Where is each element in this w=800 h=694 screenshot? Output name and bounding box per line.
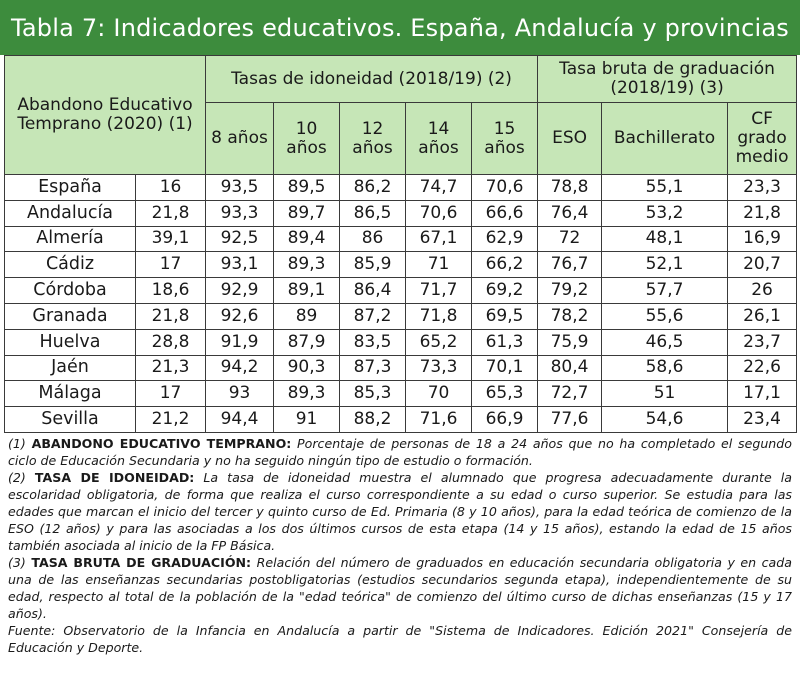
- value-cell: 71,6: [406, 407, 472, 433]
- value-cell: 89,5: [274, 175, 340, 201]
- value-cell: 89,1: [274, 278, 340, 304]
- note-2-text: La tasa de idoneidad muestra el alumnado que progresa adecuadamente durante la escolaridad obligatoria, de forma que realiza el curso correspondiente a su edad o curso superior. Se estudia para las edades que marcan el inicio del tercer y quinto curso de Ed. Primaria (8 y 10 años), para la edad teórica de comienzo de la ESO (12 años) y para las asociadas a los dos últimos cursos de esta etapa (14 y 15 años), estando la edad de 15 años también asociada al inicio de la FP Básica.: [8, 470, 792, 553]
- value-cell: 89,7: [274, 200, 340, 226]
- value-cell: 75,9: [538, 329, 602, 355]
- note-3: [8, 554, 792, 622]
- value-cell: 72: [538, 226, 602, 252]
- value-cell: 76,4: [538, 200, 602, 226]
- value-cell: 66,9: [472, 407, 538, 433]
- value-cell: 87,9: [274, 329, 340, 355]
- note-1-prefix: (1): [8, 436, 26, 451]
- value-cell: 17,1: [728, 381, 797, 407]
- value-cell: 58,6: [602, 355, 728, 381]
- value-cell: 62,9: [472, 226, 538, 252]
- value-cell: 28,8: [136, 329, 206, 355]
- value-cell: 85,3: [340, 381, 406, 407]
- province-cell: Andalucía: [5, 200, 136, 226]
- value-cell: 85,9: [340, 252, 406, 278]
- value-cell: 67,1: [406, 226, 472, 252]
- header-eso: ESO: [538, 103, 602, 175]
- value-cell: 94,4: [206, 407, 274, 433]
- value-cell: 89,3: [274, 252, 340, 278]
- table-row: [5, 252, 797, 278]
- value-cell: 54,6: [602, 407, 728, 433]
- header-abandono: Abandono Educativo Temprano (2020) (1): [5, 56, 206, 175]
- province-cell: Huelva: [5, 329, 136, 355]
- table-row: [5, 303, 797, 329]
- header-cf-grado-medio: CF grado medio: [728, 103, 797, 175]
- value-cell: 77,6: [538, 407, 602, 433]
- province-cell: Córdoba: [5, 278, 136, 304]
- value-cell: 21,2: [136, 407, 206, 433]
- header-idoneidad: Tasas de idoneidad (2018/19) (2): [206, 56, 538, 103]
- value-cell: 90,3: [274, 355, 340, 381]
- note-3-prefix: (3): [8, 555, 26, 570]
- value-cell: 21,8: [136, 303, 206, 329]
- value-cell: 22,6: [728, 355, 797, 381]
- province-cell: España: [5, 175, 136, 201]
- value-cell: 48,1: [602, 226, 728, 252]
- value-cell: 26,1: [728, 303, 797, 329]
- province-cell: Málaga: [5, 381, 136, 407]
- value-cell: 70,6: [472, 175, 538, 201]
- note-2-term: TASA DE IDONEIDAD:: [34, 470, 195, 485]
- header-graduacion: Tasa bruta de graduación (2018/19) (3): [538, 56, 797, 103]
- value-cell: 93,3: [206, 200, 274, 226]
- value-cell: 72,7: [538, 381, 602, 407]
- value-cell: 16: [136, 175, 206, 201]
- value-cell: 66,2: [472, 252, 538, 278]
- value-cell: 89,3: [274, 381, 340, 407]
- note-3-text: Relación del número de graduados en educación secundaria obligatoria y en cada una de las enseñanzas secundarias postobligatorias (estudios secundarios segunda etapa), independientemente de su edad, respecto al total de la población de la "edad teórica" de comienzo del último curso de dichas enseñanzas (15 y 17 años).: [8, 555, 792, 621]
- value-cell: 18,6: [136, 278, 206, 304]
- header-12-anos: 12 años: [340, 103, 406, 175]
- table-header: [5, 56, 797, 175]
- table-row: [5, 226, 797, 252]
- value-cell: 57,7: [602, 278, 728, 304]
- value-cell: 87,3: [340, 355, 406, 381]
- value-cell: 52,1: [602, 252, 728, 278]
- value-cell: 86,4: [340, 278, 406, 304]
- value-cell: 21,8: [136, 200, 206, 226]
- value-cell: 92,9: [206, 278, 274, 304]
- note-2-prefix: (2): [8, 470, 26, 485]
- value-cell: 93,1: [206, 252, 274, 278]
- value-cell: 65,2: [406, 329, 472, 355]
- table-row: [5, 407, 797, 433]
- indicators-table: [4, 55, 797, 433]
- value-cell: 46,5: [602, 329, 728, 355]
- value-cell: 71: [406, 252, 472, 278]
- value-cell: 66,6: [472, 200, 538, 226]
- table-body: [5, 175, 797, 433]
- value-cell: 65,3: [472, 381, 538, 407]
- note-3-term: TASA BRUTA DE GRADUACIÓN:: [31, 555, 252, 570]
- value-cell: 73,3: [406, 355, 472, 381]
- value-cell: 79,2: [538, 278, 602, 304]
- value-cell: 80,4: [538, 355, 602, 381]
- province-cell: Granada: [5, 303, 136, 329]
- value-cell: 78,8: [538, 175, 602, 201]
- table-title: Tabla 7: Indicadores educativos. España, Andalucía y provincias: [0, 0, 800, 55]
- value-cell: 17: [136, 381, 206, 407]
- value-cell: 93: [206, 381, 274, 407]
- note-1: [8, 435, 792, 469]
- table-row: [5, 381, 797, 407]
- value-cell: 71,7: [406, 278, 472, 304]
- value-cell: 53,2: [602, 200, 728, 226]
- header-10-anos: 10 años: [274, 103, 340, 175]
- value-cell: 86,5: [340, 200, 406, 226]
- value-cell: 74,7: [406, 175, 472, 201]
- value-cell: 93,5: [206, 175, 274, 201]
- header-14-anos: 14 años: [406, 103, 472, 175]
- value-cell: 87,2: [340, 303, 406, 329]
- province-cell: Cádiz: [5, 252, 136, 278]
- value-cell: 94,2: [206, 355, 274, 381]
- header-15-anos: 15 años: [472, 103, 538, 175]
- value-cell: 69,2: [472, 278, 538, 304]
- value-cell: 76,7: [538, 252, 602, 278]
- value-cell: 51: [602, 381, 728, 407]
- footnotes: [8, 435, 792, 656]
- note-1-text: Porcentaje de personas de 18 a 24 años que no ha completado el segundo ciclo de Educación Secundaria y no ha seguido ningún tipo de estudio o formación.: [8, 436, 792, 468]
- table-row: [5, 355, 797, 381]
- table-row: [5, 200, 797, 226]
- value-cell: 21,8: [728, 200, 797, 226]
- value-cell: 39,1: [136, 226, 206, 252]
- header-bachillerato: Bachillerato: [602, 103, 728, 175]
- table-row: [5, 175, 797, 201]
- table-row: [5, 329, 797, 355]
- value-cell: 71,8: [406, 303, 472, 329]
- value-cell: 21,3: [136, 355, 206, 381]
- value-cell: 86,2: [340, 175, 406, 201]
- province-cell: Almería: [5, 226, 136, 252]
- value-cell: 78,2: [538, 303, 602, 329]
- value-cell: 17: [136, 252, 206, 278]
- value-cell: 55,6: [602, 303, 728, 329]
- province-cell: Sevilla: [5, 407, 136, 433]
- value-cell: 91: [274, 407, 340, 433]
- value-cell: 88,2: [340, 407, 406, 433]
- value-cell: 26: [728, 278, 797, 304]
- value-cell: 23,3: [728, 175, 797, 201]
- value-cell: 92,5: [206, 226, 274, 252]
- value-cell: 70,1: [472, 355, 538, 381]
- value-cell: 89: [274, 303, 340, 329]
- table-row: [5, 278, 797, 304]
- value-cell: 91,9: [206, 329, 274, 355]
- value-cell: 70,6: [406, 200, 472, 226]
- province-cell: Jaén: [5, 355, 136, 381]
- value-cell: 61,3: [472, 329, 538, 355]
- value-cell: 16,9: [728, 226, 797, 252]
- value-cell: 23,4: [728, 407, 797, 433]
- value-cell: 83,5: [340, 329, 406, 355]
- value-cell: 20,7: [728, 252, 797, 278]
- header-8-anos: 8 años: [206, 103, 274, 175]
- value-cell: 92,6: [206, 303, 274, 329]
- value-cell: 55,1: [602, 175, 728, 201]
- value-cell: 70: [406, 381, 472, 407]
- note-2: [8, 469, 792, 554]
- value-cell: 69,5: [472, 303, 538, 329]
- source-note: Fuente: Observatorio de la Infancia en Andalucía a partir de "Sistema de Indicadores. Edición 2021" Consejería de Educación y Deporte.: [8, 623, 792, 655]
- value-cell: 23,7: [728, 329, 797, 355]
- value-cell: 89,4: [274, 226, 340, 252]
- value-cell: 86: [340, 226, 406, 252]
- note-1-term: ABANDONO EDUCATIVO TEMPRANO:: [31, 436, 292, 451]
